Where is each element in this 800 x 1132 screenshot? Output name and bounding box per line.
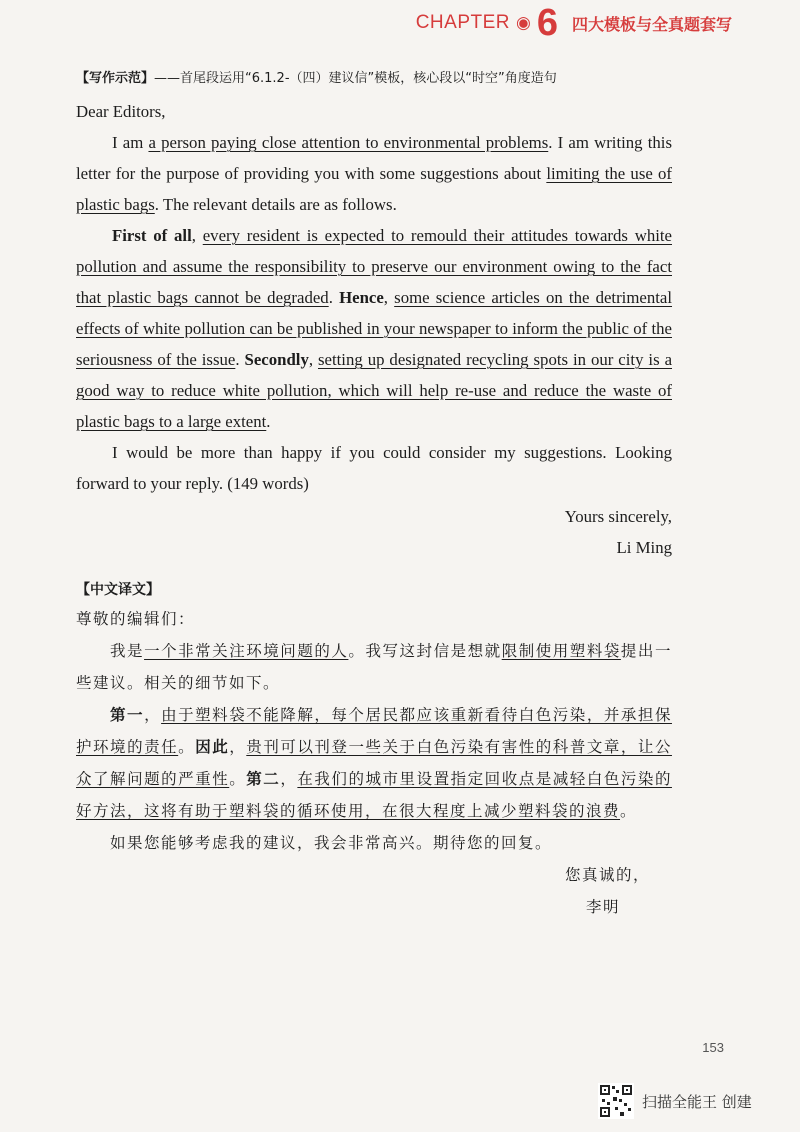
underlined-phrase: 在我们的城市里设置指定回收点是减轻白色污染的好方法，这将有助于塑料袋的循环使用，在很大程度上减少塑料袋的浪费	[76, 770, 672, 820]
letter-paragraph-3: I would be more than happy if you could consider my suggestions. Looking forward to your reply. (149 words)	[76, 443, 672, 493]
intro-text: ——首尾段运用“6.1.2-（四）建议信”模板，核心段以“时空”角度造句	[154, 71, 557, 86]
letter-signature: Li Ming	[616, 538, 672, 557]
page-number: 153	[702, 1040, 724, 1055]
translation-closing: 您真诚的，	[564, 866, 650, 884]
text-span: 。我写这封信是想就	[348, 642, 502, 660]
salutation-text: 尊敬的编辑们：	[76, 610, 196, 628]
bold-connector: 因此	[195, 738, 230, 756]
underlined-phrase: 贵刊可以刊登一些关于白色污染有害性的科普文章，让公众了解问题的严重性	[76, 738, 672, 788]
text-span: 提出一些建议。相关的细节如下。	[76, 642, 672, 692]
chapter-word: CHAPTER	[415, 12, 510, 33]
underlined-phrase: 限制使用塑料袋	[501, 642, 621, 660]
chapter-number: 6	[536, 2, 558, 44]
bold-connector: 第二	[246, 770, 281, 788]
text-span: 。	[178, 738, 196, 756]
chinese-translation	[76, 603, 672, 923]
text-span: . I am writing this letter for the purpose of providing you with some suggestions about	[76, 133, 672, 183]
text-span: ,	[383, 288, 395, 307]
translation-paragraph-3: 如果您能够考虑我的建议，我会非常高兴。期待您的回复。	[110, 834, 553, 852]
text-span: 。	[229, 770, 247, 788]
qr-code-icon	[598, 1083, 634, 1119]
translation-signature: 李明	[585, 898, 620, 916]
text-span: ,	[308, 350, 318, 369]
translation-paragraph-1	[76, 635, 672, 699]
text-span: ,	[191, 226, 203, 245]
text-span: 我是	[110, 642, 145, 660]
scanner-text: 扫描全能王 创建	[642, 1092, 752, 1111]
text-span: .	[235, 350, 245, 369]
page-content	[76, 68, 672, 923]
bold-connector: First of all	[112, 226, 192, 245]
intro-label: 【写作示范】	[76, 71, 155, 86]
text-span: 。	[620, 802, 638, 820]
bold-connector: Hence	[339, 288, 384, 307]
text-span: .	[266, 412, 271, 431]
chapter-header	[416, 4, 732, 42]
letter-paragraph-2	[76, 220, 672, 437]
writing-sample-intro	[76, 68, 672, 90]
letter-paragraph-1	[76, 127, 672, 220]
underlined-phrase: limiting the use of plastic bags	[76, 164, 672, 214]
scanner-watermark	[598, 1083, 752, 1119]
letter-salutation	[76, 96, 672, 127]
translation-salutation	[76, 603, 672, 635]
translation-paragraph-2	[76, 699, 672, 827]
letter-closing: Yours sincerely,	[564, 507, 672, 526]
underlined-phrase: setting up designated recycling spots in our city is a good way to reduce white pollution, which will help re-use and reduce the waste of plastic bags to a large extent	[76, 350, 673, 431]
underlined-phrase: every resident is expected to remould their attitudes towards white pollution and assume the responsibility to preserve our environment owing to the fact that plastic bags cannot be degraded	[76, 226, 672, 307]
text-span: .	[328, 288, 340, 307]
chapter-title: 四大模板与全真题套写	[571, 16, 732, 34]
english-letter	[76, 96, 672, 563]
text-span: ，	[144, 706, 162, 724]
underlined-phrase: a person paying close attention to environmental problems	[148, 133, 549, 152]
bold-connector: Secondly	[244, 350, 309, 369]
underlined-phrase: 一个非常关注环境问题的人	[144, 642, 349, 660]
salutation-text: Dear Editors,	[76, 102, 166, 121]
text-span: ，	[229, 738, 247, 756]
underlined-phrase: 由于塑料袋不能降解，每个居民都应该重新看待白色污染，并承担保护环境的责任	[76, 706, 672, 756]
text-span: ，	[280, 770, 298, 788]
translation-label: 【中文译文】	[76, 582, 160, 598]
bold-connector: 第一	[110, 706, 145, 724]
text-span: I am	[112, 133, 149, 152]
text-span: . The relevant details are as follows.	[154, 195, 397, 214]
underlined-phrase: some science articles on the detrimental effects of white pollution can be published in your newspaper to inform the public of the seriousness of the issue	[76, 288, 673, 369]
chapter-dot-icon: ◉	[516, 13, 531, 32]
